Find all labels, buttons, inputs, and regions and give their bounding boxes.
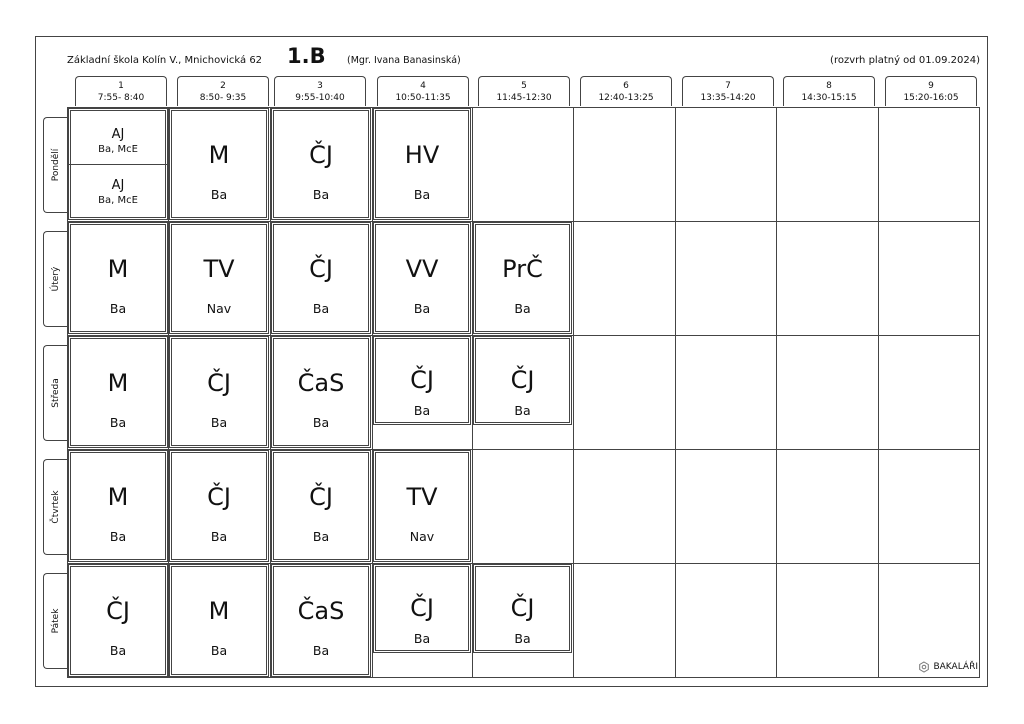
lesson-subject: ČJ (410, 594, 434, 622)
lesson-teacher: Ba (210, 415, 228, 430)
lesson-subject: HV (404, 141, 440, 169)
day-label-tuesday (43, 231, 67, 327)
lesson-fri-4[interactable] (373, 564, 471, 653)
lesson-teacher: Ba (514, 631, 531, 646)
lesson-tue-3[interactable] (271, 222, 371, 334)
period-header-3 (274, 76, 366, 106)
lesson-subject: ČJ (510, 366, 535, 394)
day-name: Úterý (50, 266, 61, 292)
lesson-teacher: Ba (210, 643, 228, 658)
period-time: 10:50-11:35 (395, 93, 451, 103)
lesson-fri-2[interactable] (169, 564, 269, 677)
lesson-subject: ČJ (309, 255, 333, 283)
lesson-mon-4[interactable] (373, 108, 471, 220)
lesson-tue-4[interactable] (373, 222, 471, 334)
period-header-9 (885, 76, 977, 106)
period-time: 11:45-12:30 (496, 93, 552, 103)
lesson-subject: ČJ (410, 366, 434, 394)
lesson-teacher: Ba (109, 415, 127, 430)
period-number: 6 (623, 81, 629, 91)
lesson-wed-2[interactable] (169, 336, 269, 448)
lesson-wed-5[interactable] (473, 336, 572, 425)
lesson-teacher: Ba (312, 415, 330, 430)
period-number: 3 (317, 81, 323, 91)
class-name: 1.B (287, 44, 326, 68)
lesson-subject: M (107, 255, 129, 283)
lesson-wed-4[interactable] (373, 336, 471, 425)
school-name: Základní škola Kolín V., Mnichovická 62 (67, 55, 263, 66)
period-number: 8 (826, 81, 832, 91)
logo-text: BAKALÁŘI (933, 662, 978, 672)
lesson-thu-2[interactable] (169, 450, 269, 562)
period-time: 8:50- 9:35 (199, 93, 247, 103)
day-name: Pátek (50, 608, 61, 634)
lesson-teacher: Nav (409, 529, 435, 544)
lesson-thu-1[interactable] (68, 450, 168, 562)
lesson-teacher: Ba (109, 301, 127, 316)
lesson-fri-5[interactable] (473, 564, 572, 653)
lesson-teacher: Ba (312, 529, 330, 544)
period-time: 15:20-16:05 (903, 93, 959, 103)
lesson-teacher: Ba (413, 403, 431, 418)
lesson-mon-2[interactable] (169, 108, 269, 220)
lesson-subject: PrČ (502, 255, 543, 283)
period-time: 12:40-13:25 (598, 93, 654, 103)
lesson-teacher: Ba (514, 301, 531, 316)
period-header-7 (682, 76, 774, 106)
period-time: 14:30-15:15 (801, 93, 857, 103)
lesson-mon-1[interactable] (68, 108, 168, 220)
lesson-tue-5[interactable] (473, 222, 572, 334)
grid-line (573, 107, 574, 678)
bakalari-logo (918, 661, 978, 673)
lesson-subject: M (208, 597, 230, 625)
lesson-subject: TV (203, 255, 235, 283)
lesson-teacher: Ba (514, 403, 531, 418)
lesson-teacher: Ba (312, 187, 330, 202)
lesson-subject: VV (405, 255, 439, 283)
lesson-tue-2[interactable] (169, 222, 269, 334)
grid-line (776, 107, 777, 678)
period-number: 1 (118, 81, 124, 91)
lesson-teacher: Ba (109, 529, 127, 544)
period-time: 7:55- 8:40 (97, 93, 145, 103)
lesson-subject: TV (406, 483, 438, 511)
lesson-subject: ČJ (207, 369, 231, 397)
lesson-subject: M (208, 141, 230, 169)
grid-line (878, 107, 879, 678)
lesson-group-a (69, 109, 167, 165)
lesson-thu-4[interactable] (373, 450, 471, 562)
lesson-teacher: Ba (210, 187, 228, 202)
period-number: 4 (420, 81, 426, 91)
day-name: Čtvrtek (50, 490, 61, 524)
lesson-teacher: Ba (109, 643, 127, 658)
lesson-thu-3[interactable] (271, 450, 371, 562)
period-header-2 (177, 76, 269, 106)
lesson-teacher: Ba (312, 301, 330, 316)
period-number: 9 (928, 81, 934, 91)
day-name: Pondělí (50, 148, 61, 182)
lesson-subject: ČJ (309, 141, 333, 169)
lesson-teacher: Ba, McE (98, 144, 138, 155)
lesson-teacher: Ba (413, 301, 431, 316)
lesson-subject: ČJ (309, 483, 333, 511)
lesson-subject: AJ (111, 127, 125, 142)
lesson-subject: ČJ (207, 483, 231, 511)
lesson-mon-3[interactable] (271, 108, 371, 220)
validity-date: (rozvrh platný od 01.09.2024) (830, 55, 980, 66)
lesson-subject: ČaS (297, 597, 345, 625)
class-teacher: (Mgr. Ivana Banasinská) (347, 55, 461, 66)
day-label-friday (43, 573, 67, 669)
lesson-teacher: Ba, McE (98, 195, 138, 206)
day-label-thursday (43, 459, 67, 555)
day-label-wednesday (43, 345, 67, 441)
period-header-5 (478, 76, 570, 106)
lesson-wed-3[interactable] (271, 336, 371, 448)
lesson-fri-1[interactable] (68, 564, 168, 677)
lesson-teacher: Nav (206, 301, 232, 316)
lesson-subject: M (107, 483, 129, 511)
period-header-1 (75, 76, 167, 106)
period-header-4 (377, 76, 469, 106)
lesson-wed-1[interactable] (68, 336, 168, 448)
lesson-tue-1[interactable] (68, 222, 168, 334)
gear-icon (918, 661, 930, 673)
lesson-group-b (69, 164, 167, 219)
period-number: 2 (220, 81, 226, 91)
period-header-8 (783, 76, 875, 106)
lesson-fri-3[interactable] (271, 564, 371, 677)
lesson-teacher: Ba (413, 631, 431, 646)
lesson-subject: M (107, 369, 129, 397)
period-header-6 (580, 76, 672, 106)
lesson-subject: ČJ (106, 597, 130, 625)
day-name: Středa (50, 378, 61, 408)
period-number: 7 (725, 81, 731, 91)
lesson-teacher: Ba (413, 187, 431, 202)
lesson-teacher: Ba (210, 529, 228, 544)
lesson-subject: ČaS (297, 369, 345, 397)
period-time: 9:55-10:40 (295, 93, 345, 103)
lesson-subject: AJ (111, 178, 125, 193)
day-label-monday (43, 117, 67, 213)
period-time: 13:35-14:20 (700, 93, 756, 103)
lesson-teacher: Ba (312, 643, 330, 658)
lesson-subject: ČJ (510, 594, 535, 622)
period-number: 5 (521, 81, 527, 91)
grid-line (675, 107, 676, 678)
